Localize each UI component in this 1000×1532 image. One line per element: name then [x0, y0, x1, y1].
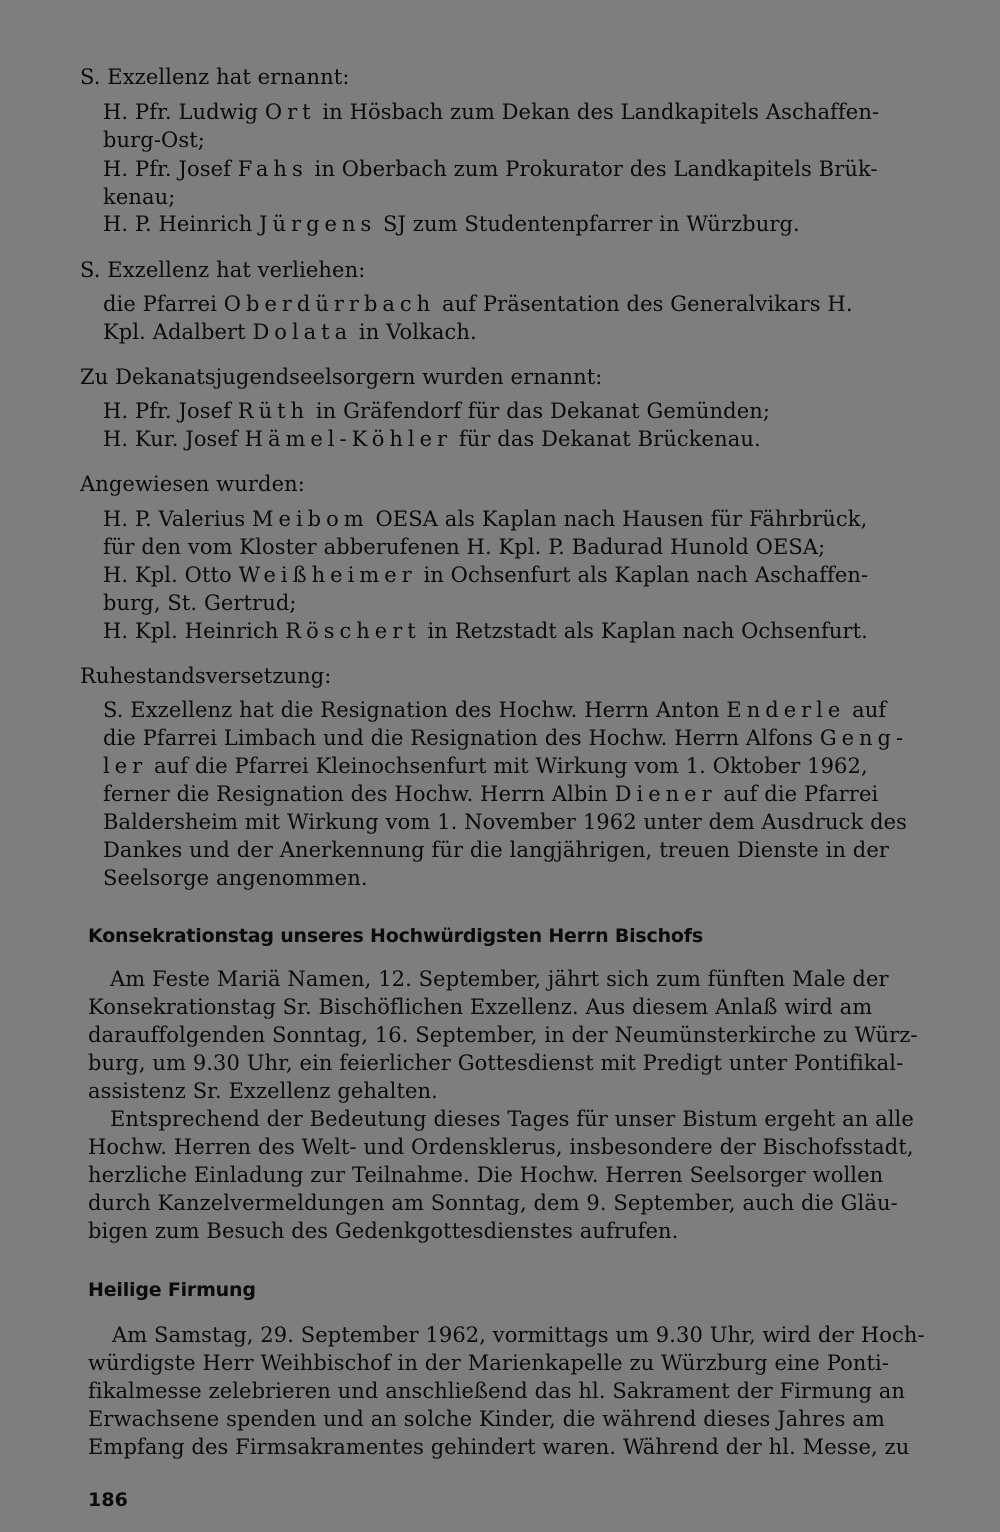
section-heading-firmung: Heilige Firmung	[88, 1279, 256, 1301]
person-name: Hämel-Köhler	[244, 427, 453, 451]
appointment-entry	[103, 210, 800, 238]
appointment-entry	[103, 425, 761, 453]
assignment-entry	[103, 617, 868, 645]
paragraph-line: bigen zum Besuch des Gedenkgottesdienstes aufrufen.	[88, 1219, 679, 1243]
paragraph-line: Entsprechend der Bedeutung dieses Tages für unser Bistum ergeht an alle	[110, 1107, 914, 1131]
entry-text: SJ zum Studentenpfarrer in Würzburg.	[376, 212, 800, 236]
section-heading-konsekration: Konsekrationstag unseres Hochwürdigsten Herrn Bischofs	[88, 925, 703, 947]
person-name: Diener	[614, 782, 717, 806]
paragraph-line: Hochw. Herren des Welt- und Ordensklerus, insbesondere der Bischofsstadt,	[88, 1135, 914, 1159]
page-number: 186	[88, 1489, 128, 1511]
paragraph-line: fikalmesse zelebrieren und anschließend das hl. Sakrament der Firmung an	[88, 1379, 906, 1403]
person-name: Geng-	[819, 726, 909, 750]
parish-name: Oberdürrbach	[223, 292, 436, 316]
paragraph-line: Seelsorge angenommen.	[103, 866, 368, 890]
entry-text: H. Kur. Josef	[103, 427, 245, 451]
person-name: Röschert	[285, 619, 421, 643]
entry-text: in Volkach.	[352, 320, 477, 344]
paragraph-line	[103, 780, 878, 808]
entry-text: in Hösbach zum Dekan des Landkapitels Aschaffen-	[315, 100, 880, 124]
paragraph-line: Dankes und der Anerkennung für die langjährigen, treuen Dienste in der	[103, 838, 890, 862]
appointment-entry-continuation: kenau;	[103, 185, 176, 209]
assignment-entry-continuation: burg, St. Gertrud;	[103, 591, 297, 615]
paragraph-line: durch Kanzelvermeldungen am Sonntag, dem 9. September, auch die Gläu-	[88, 1191, 898, 1215]
paragraph-line: assistenz Sr. Exzellenz gehalten.	[88, 1079, 438, 1103]
appointment-entry	[103, 155, 878, 183]
person-name: Dolata	[252, 320, 353, 344]
paragraph-line: Konsekrationstag Sr. Bischöflichen Exzellenz. Aus diesem Anlaß wird am	[88, 995, 873, 1019]
paragraph-line: Erwachsene spenden und an solche Kinder, die während dieses Jahres am	[88, 1407, 885, 1431]
appointment-entry	[103, 98, 879, 126]
person-name: Enderle	[726, 698, 846, 722]
entry-text: ferner die Resignation des Hochw. Herrn Albin	[103, 782, 615, 806]
paragraph-line: Baldersheim mit Wirkung vom 1. November 1962 unter dem Ausdruck des	[103, 810, 908, 834]
conferral-entry-continuation	[103, 318, 477, 346]
appointment-entry-continuation: burg-Ost;	[103, 128, 205, 152]
paragraph-line	[103, 752, 868, 780]
entry-text: OESA als Kaplan nach Hausen für Fährbrück,	[368, 507, 868, 531]
entry-text: H. Pfr. Ludwig	[103, 100, 265, 124]
appointment-entry	[103, 397, 770, 425]
paragraph-line	[103, 696, 886, 724]
section-label-ernannt: S. Exzellenz hat ernannt:	[80, 65, 350, 89]
conferral-entry	[103, 290, 853, 318]
entry-text: die Pfarrei	[103, 292, 224, 316]
entry-text: H. P. Heinrich	[103, 212, 260, 236]
paragraph-line	[103, 724, 908, 752]
entry-text: für das Dekanat Brückenau.	[452, 427, 761, 451]
entry-text: Kpl. Adalbert	[103, 320, 253, 344]
assignment-entry	[103, 505, 867, 533]
paragraph-line: würdigste Herr Weihbischof in der Marienkapelle zu Würzburg eine Ponti-	[88, 1351, 890, 1375]
entry-text: auf die Pfarrei	[716, 782, 879, 806]
assignment-entry	[103, 561, 868, 589]
paragraph-line: darauffolgenden Sonntag, 16. September, in der Neumünsterkirche zu Würz-	[88, 1023, 918, 1047]
entry-text: auf	[845, 698, 887, 722]
entry-text: in Retzstadt als Kaplan nach Ochsenfurt.	[420, 619, 868, 643]
paragraph-line: burg, um 9.30 Uhr, ein feierlicher Gottesdienst mit Predigt unter Pontifikal-	[88, 1051, 904, 1075]
person-name: Rüth	[237, 399, 310, 423]
person-name: Fahs	[237, 157, 308, 181]
entry-text: H. Kpl. Heinrich	[103, 619, 286, 643]
entry-text: in Gräfendorf für das Dekanat Gemünden;	[309, 399, 771, 423]
paragraph-line: Empfang des Firmsakramentes gehindert waren. Während der hl. Messe, zu	[88, 1435, 910, 1459]
person-name: Jürgens	[259, 212, 377, 236]
entry-text: H. Kpl. Otto	[103, 563, 239, 587]
entry-text: auf Präsentation des Generalvikars H.	[435, 292, 853, 316]
entry-text: auf die Pfarrei Kleinochsenfurt mit Wirkung vom 1. Oktober 1962,	[147, 754, 868, 778]
entry-text: in Ochsenfurt als Kaplan nach Aschaffen-	[416, 563, 869, 587]
entry-text: H. P. Valerius	[103, 507, 253, 531]
person-name: Ort	[264, 100, 316, 124]
person-name: Meibom	[252, 507, 369, 531]
section-label-ruhestand: Ruhestandsversetzung:	[80, 664, 332, 688]
paragraph-line: herzliche Einladung zur Teilnahme. Die Hochw. Herren Seelsorger wollen	[88, 1163, 884, 1187]
entry-text: in Oberbach zum Prokurator des Landkapitels Brük-	[307, 157, 878, 181]
entry-text: H. Pfr. Josef	[103, 399, 238, 423]
entry-text: die Pfarrei Limbach und die Resignation des Hochw. Herrn Alfons	[103, 726, 820, 750]
paragraph-line: Am Feste Mariä Namen, 12. September, jährt sich zum fünften Male der	[110, 967, 889, 991]
entry-text: S. Exzellenz hat die Resignation des Hochw. Herrn Anton	[103, 698, 727, 722]
section-label-jugendseelsorger: Zu Dekanatsjugendseelsorgern wurden ernannt:	[80, 365, 603, 389]
section-label-angewiesen: Angewiesen wurden:	[80, 472, 305, 496]
person-name: ler	[103, 754, 148, 778]
paragraph-line: Am Samstag, 29. September 1962, vormittags um 9.30 Uhr, wird der Hoch-	[112, 1323, 925, 1347]
entry-text: H. Pfr. Josef	[103, 157, 238, 181]
section-label-verliehen: S. Exzellenz hat verliehen:	[80, 258, 366, 282]
assignment-entry-continuation: für den vom Kloster abberufenen H. Kpl. P. Badurad Hunold OESA;	[103, 535, 826, 559]
person-name: Weißheimer	[238, 563, 417, 587]
